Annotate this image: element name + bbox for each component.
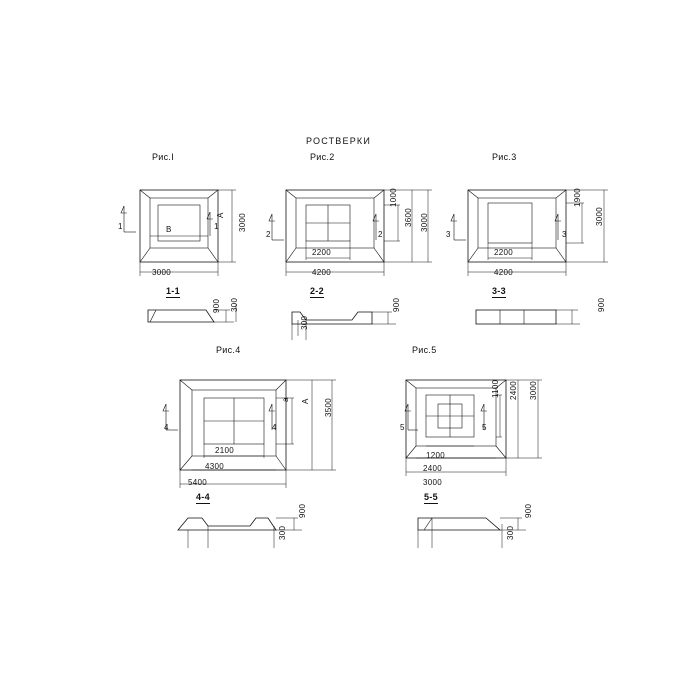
figure-4-inner-width: 2100 (215, 446, 234, 455)
figure-4-section (178, 518, 302, 548)
figure-2-inner-width: 2200 (312, 248, 331, 257)
figure-3-inner-height: 1900 (573, 188, 582, 207)
figure-4-inner-height: а (281, 397, 290, 402)
figure-1-height: 3000 (238, 213, 247, 232)
figure-2-section-label: 2-2 (310, 286, 324, 296)
figure-3-height: 3000 (595, 207, 604, 226)
figure-1-caption: Рис.I (152, 152, 175, 162)
figure-2-section-depth: 900 (392, 297, 401, 312)
figure-5-section-depth: 900 (524, 503, 533, 518)
figure-5-inner-width: 1200 (426, 451, 445, 460)
figure-3-section-label: 3-3 (492, 286, 506, 296)
figure-5-plan (405, 380, 542, 476)
figure-1-section (148, 304, 236, 322)
figure-3-caption: Рис.3 (492, 152, 517, 162)
figure-1-section-step: 300 (230, 297, 239, 312)
figure-1-section-label: 1-1 (166, 286, 180, 296)
figure-2-height2: 3000 (420, 213, 429, 232)
figure-5-section-label: 5-5 (424, 492, 438, 502)
figure-2-marker-right: 2 (378, 230, 383, 239)
figure-1-marker-right: 1 (214, 222, 219, 231)
figure-1-plan (121, 190, 236, 276)
figure-3-section-depth: 900 (597, 297, 606, 312)
figure-3-marker-left: 3 (446, 230, 451, 239)
figure-2-caption: Рис.2 (310, 152, 335, 162)
figure-4-width: 5400 (188, 478, 207, 487)
sheet-title: РОСТВЕРКИ (306, 136, 372, 146)
figure-1-section-depth: 900 (212, 298, 221, 313)
figure-2-height: 3600 (404, 208, 413, 227)
figure-4-height: А (301, 398, 310, 404)
figure-4-plan (163, 380, 336, 488)
figure-4-section-step: 300 (278, 525, 287, 540)
figure-3-section (476, 310, 580, 324)
figure-2-inner-height: 1000 (389, 188, 398, 207)
figure-5-marker-left: 5 (400, 423, 405, 432)
figure-2-section (292, 312, 396, 340)
figure-1-width: 3000 (152, 268, 171, 277)
figure-4-mid-width: 4300 (205, 462, 224, 471)
figure-4-height2: 3500 (324, 398, 333, 417)
figure-4-section-depth: 900 (298, 503, 307, 518)
figure-4-section-label: 4-4 (196, 492, 210, 502)
figure-5-marker-right: 5 (482, 423, 487, 432)
figure-3-width: 4200 (494, 268, 513, 277)
figure-3-inner-width: 2200 (494, 248, 513, 257)
figure-5-section (418, 518, 526, 548)
figure-5-inner-height: 1100 (491, 379, 500, 398)
figure-5-height: 2400 (509, 381, 518, 400)
figure-3-plan (451, 190, 608, 276)
figure-1-marker-left: 1 (118, 222, 123, 231)
figure-5-width: 3000 (423, 478, 442, 487)
figure-4-marker-left: 4 (164, 423, 169, 432)
figure-2-width: 4200 (312, 268, 331, 277)
figure-4-marker-right: 4 (272, 423, 277, 432)
figure-5-height2: 3000 (529, 381, 538, 400)
figure-1-inner-width: В (166, 225, 172, 234)
figure-3-marker-right: 3 (562, 230, 567, 239)
figure-5-mid-width: 2400 (423, 464, 442, 473)
figure-4-caption: Рис.4 (216, 345, 241, 355)
figure-5-caption: Рис.5 (412, 345, 437, 355)
figure-5-section-step: 300 (506, 525, 515, 540)
figure-1-inner-height: А (216, 212, 225, 218)
figure-2-section-step: 300 (300, 315, 309, 330)
figure-2-marker-left: 2 (266, 230, 271, 239)
figure-2-plan (269, 190, 432, 276)
